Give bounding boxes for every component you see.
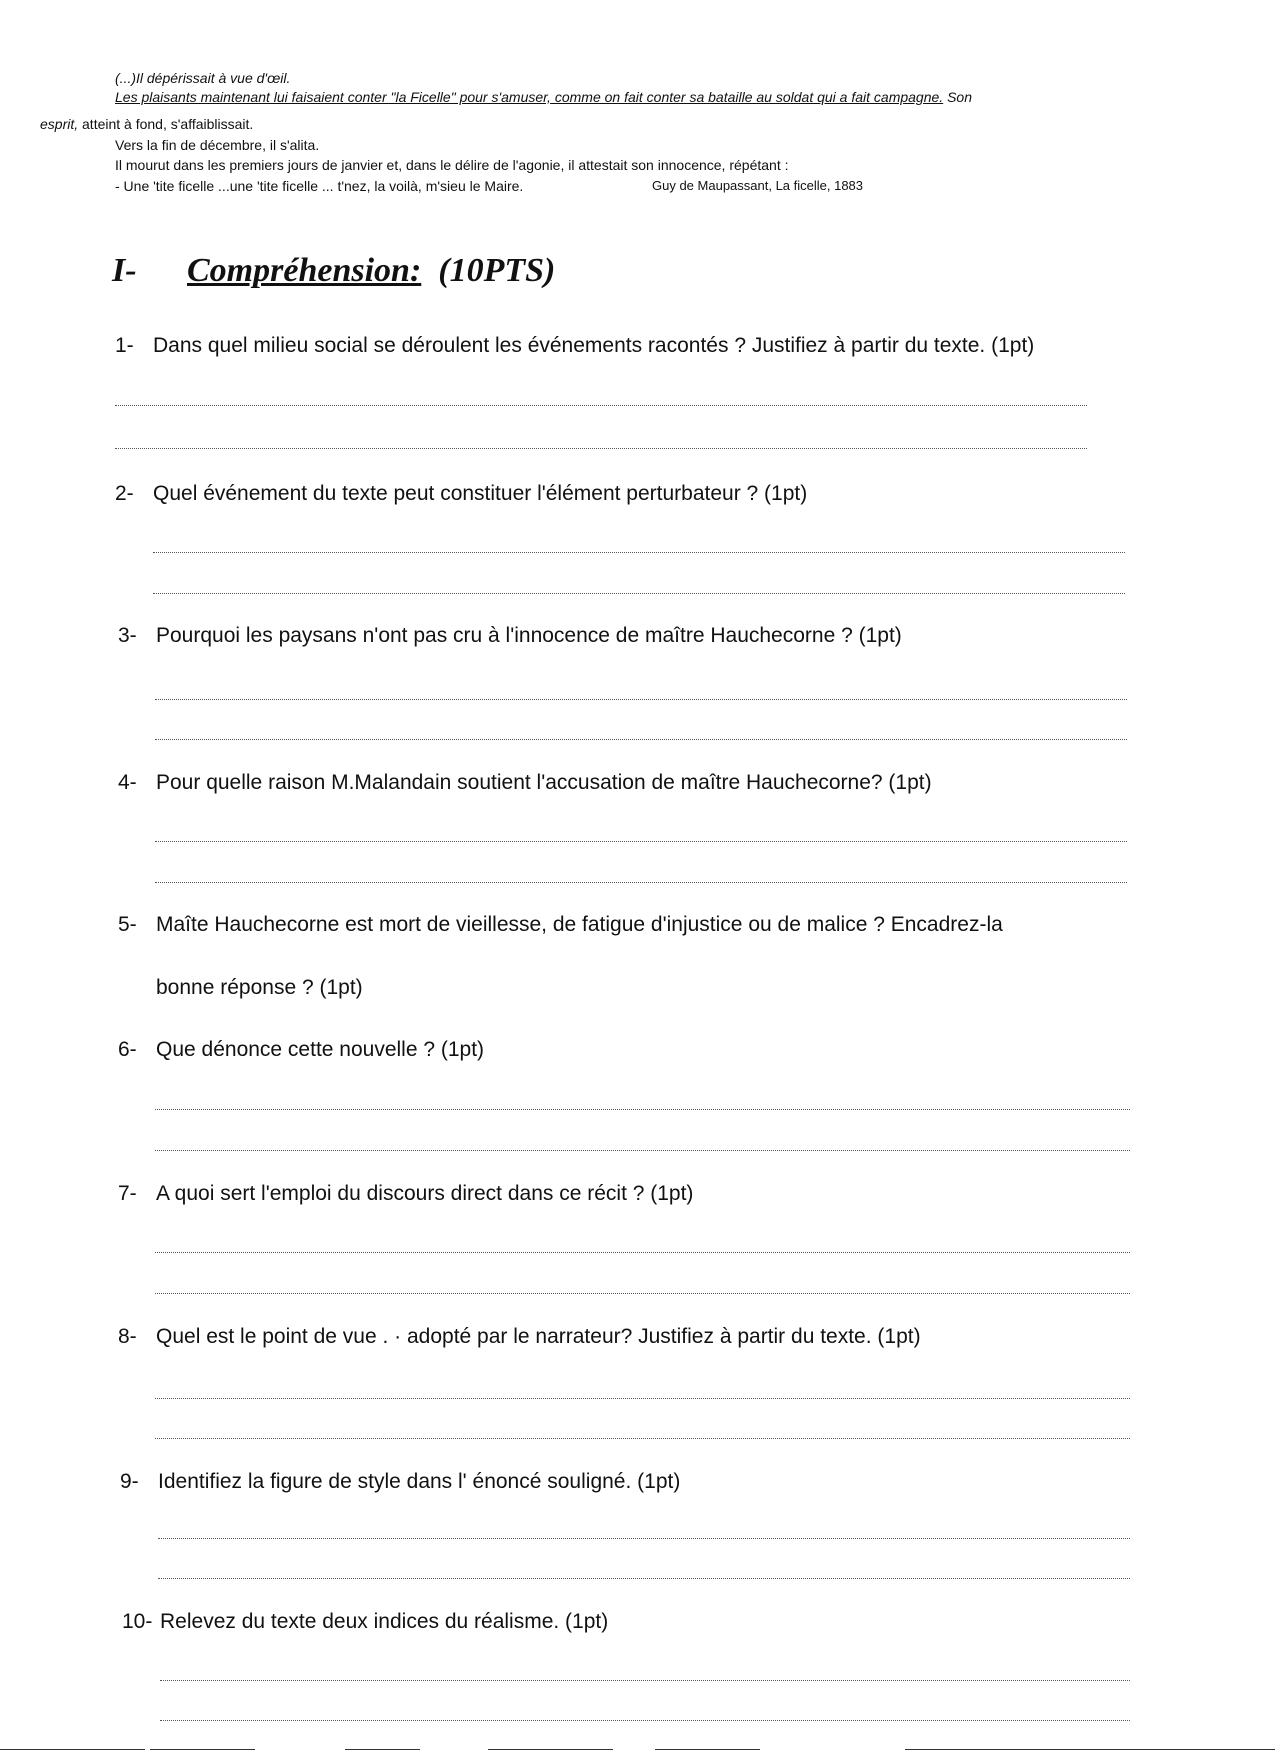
footer-rule: [905, 1749, 1275, 1750]
footer-rule: [345, 1749, 420, 1750]
question-text: Pourquoi les paysans n'ont pas cru à l'innocence de maître Hauchecorne ? (1pt): [156, 624, 902, 647]
section-title-word: Compréhension:: [187, 252, 422, 289]
answer-line[interactable]: [160, 1680, 1130, 1681]
question-4: [118, 771, 932, 795]
question-number: 2-: [115, 482, 134, 505]
passage-line-3: [40, 114, 253, 134]
answer-line[interactable]: [115, 448, 1087, 449]
answer-line[interactable]: [158, 1538, 1130, 1539]
footer-rule: [488, 1749, 613, 1750]
passage-line-2-tail: Son: [943, 89, 972, 105]
question-text: A quoi sert l'emploi du discours direct dans ce récit ? (1pt): [156, 1182, 694, 1205]
passage-line-3-start: esprit,: [40, 116, 79, 132]
question-text: Relevez du texte deux indices du réalisme. (1pt): [160, 1610, 609, 1633]
passage-line-6: - Une 'tite ficelle ...une 'tite ficelle ... t'nez, la voilà, m'sieu le Maire.: [115, 178, 524, 194]
question-number: 5-: [118, 913, 137, 936]
question-9: [120, 1470, 680, 1494]
answer-line[interactable]: [153, 593, 1125, 594]
question-2: [115, 482, 807, 506]
section-title: [112, 252, 555, 290]
answer-line[interactable]: [155, 1109, 1130, 1110]
answer-line[interactable]: [155, 699, 1127, 700]
passage-line-1: (...)Il dépérissait à vue d'œil.: [115, 70, 291, 86]
footer-rule: [655, 1749, 760, 1750]
section-points: (10PTS): [438, 252, 556, 289]
footer-rule: [150, 1749, 255, 1750]
question-text: Quel événement du texte peut constituer l'élément perturbateur ? (1pt): [153, 482, 808, 505]
passage-line-5: Il mourut dans les premiers jours de janvier et, dans le délire de l'agonie, il attestait son innocence, répétant :: [115, 157, 789, 173]
question-3: [118, 624, 902, 648]
answer-line[interactable]: [153, 552, 1125, 553]
answer-line[interactable]: [160, 1720, 1130, 1721]
underlined-statement: Les plaisants maintenant lui faisaient conter "la Ficelle" pour s'amuser, comme on fait conter sa bataille au soldat qui a fait campagne.: [115, 89, 944, 105]
question-5-continued: bonne réponse ? (1pt): [156, 976, 363, 999]
question-8: [118, 1325, 921, 1349]
question-text: Pour quelle raison M.Malandain soutient l'accusation de maître Hauchecorne? (1pt): [156, 771, 932, 794]
answer-line[interactable]: [155, 1150, 1130, 1151]
answer-line[interactable]: [155, 1252, 1130, 1253]
question-5: [118, 913, 1003, 937]
answer-line[interactable]: [155, 1293, 1130, 1294]
passage-line-2: [115, 87, 972, 107]
answer-line[interactable]: [155, 841, 1127, 842]
question-6: [118, 1038, 484, 1062]
answer-line[interactable]: [155, 739, 1127, 740]
question-number: 10-: [122, 1610, 153, 1633]
question-number: 1-: [115, 334, 134, 357]
question-number: 6-: [118, 1038, 137, 1061]
question-number: 8-: [118, 1325, 137, 1348]
passage-line-4: Vers la fin de décembre, il s'alita.: [115, 137, 320, 153]
passage-line-3-rest: atteint à fond, s'affaiblissait.: [78, 116, 254, 132]
section-number: I-: [112, 252, 137, 289]
passage-source: Guy de Maupassant, La ficelle, 1883: [652, 178, 864, 193]
question-7: [118, 1182, 693, 1206]
answer-line[interactable]: [155, 1438, 1130, 1439]
question-10: [122, 1610, 608, 1634]
answer-line[interactable]: [115, 405, 1087, 406]
question-number: 4-: [118, 771, 137, 794]
question-number: 9-: [120, 1470, 139, 1493]
question-1: [115, 334, 1034, 358]
answer-line[interactable]: [155, 882, 1127, 883]
question-text: Maîte Hauchecorne est mort de vieillesse, de fatigue d'injustice ou de malice ? Encadrez-la: [156, 913, 1003, 936]
answer-line[interactable]: [158, 1578, 1130, 1579]
question-text: Dans quel milieu social se déroulent les événements racontés ? Justifiez à partir du texte. (1pt): [153, 334, 1035, 357]
question-text: Quel est le point de vue . · adopté par le narrateur? Justifiez à partir du texte. (1pt): [156, 1325, 921, 1348]
question-text: Identifiez la figure de style dans l' énoncé souligné. (1pt): [158, 1470, 681, 1493]
answer-line[interactable]: [155, 1398, 1130, 1399]
footer-rule: [0, 1749, 145, 1750]
question-text: Que dénonce cette nouvelle ? (1pt): [156, 1038, 485, 1061]
question-number: 7-: [118, 1182, 137, 1205]
question-number: 3-: [118, 624, 137, 647]
